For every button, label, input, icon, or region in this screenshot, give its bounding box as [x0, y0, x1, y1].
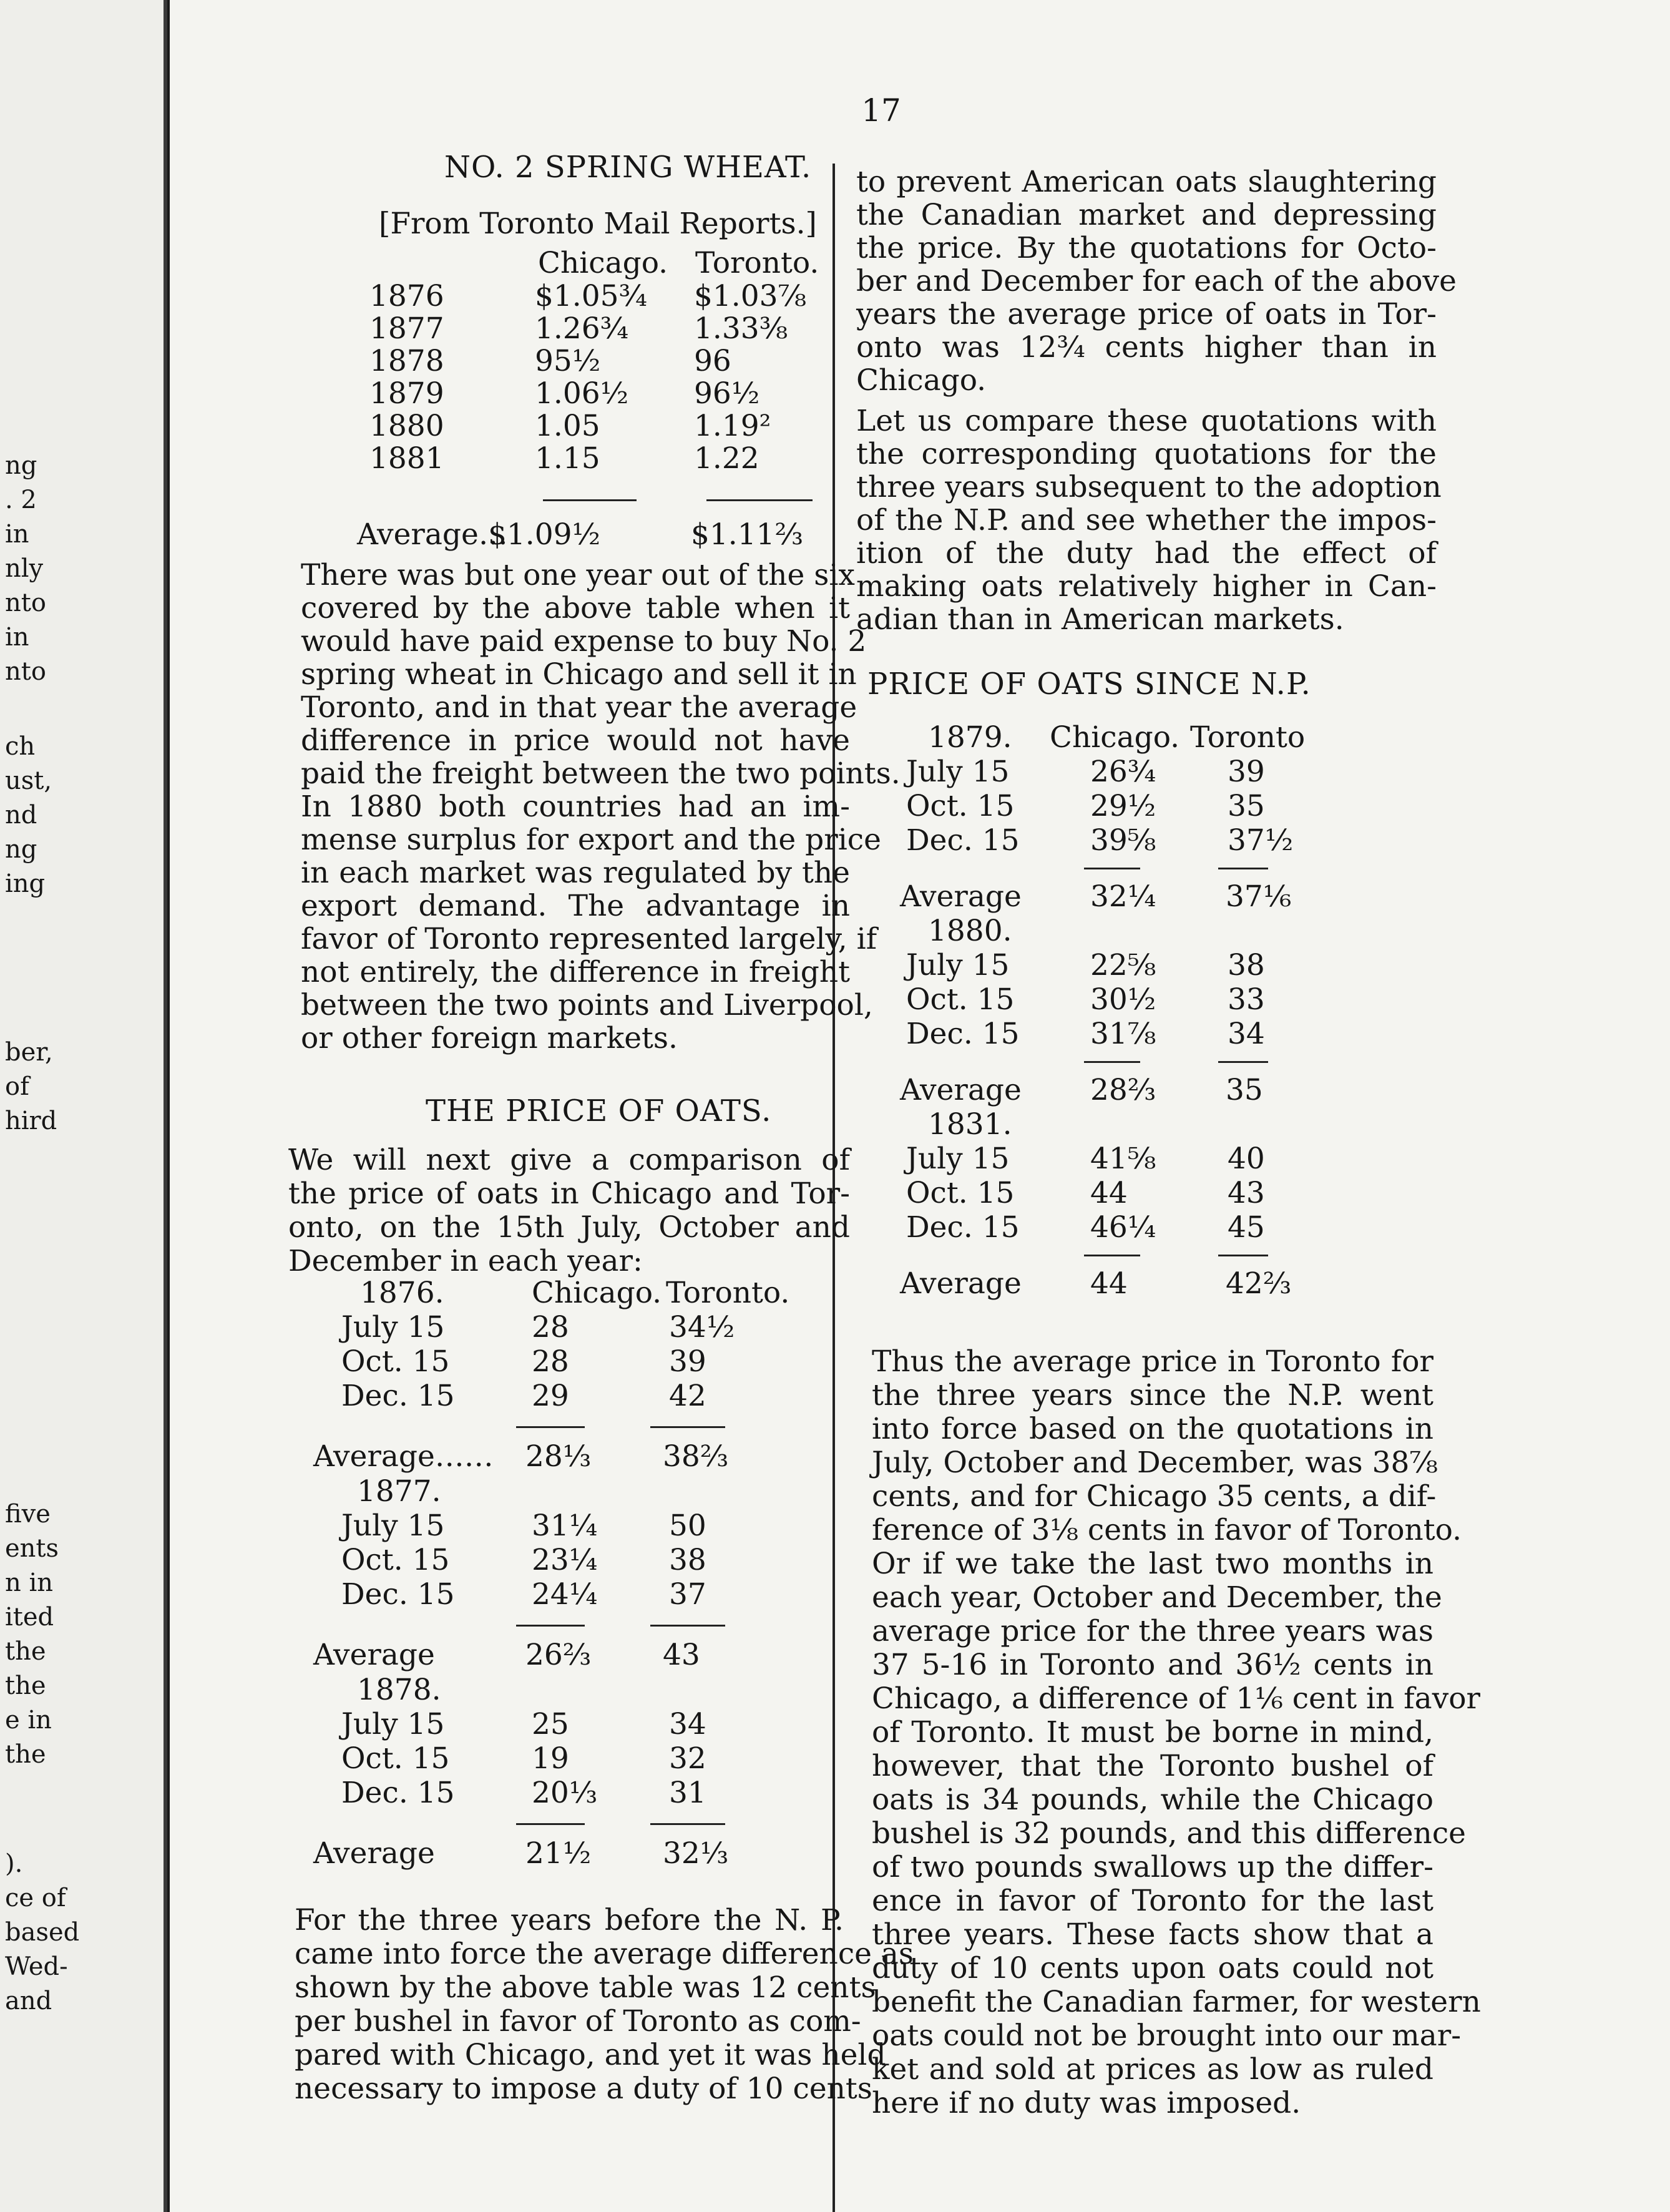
table-rule: [650, 1426, 725, 1428]
paragraph-line: December in each year:: [288, 1244, 643, 1278]
table-average-chicago: 32¼: [1090, 879, 1156, 914]
paragraph-line: into force based on the quotations in: [872, 1412, 1433, 1446]
table-average-label: Average……: [313, 1439, 494, 1474]
table-cell-toronto: 34: [1228, 1017, 1265, 1051]
table-cell-year: 1877: [369, 311, 444, 346]
adjacent-page-fragment: hird: [5, 1107, 57, 1135]
paragraph-line: making oats relatively higher in Can-: [856, 569, 1437, 604]
paragraph-line: between the two points and Liverpool,: [301, 988, 873, 1022]
table-rule: [1084, 1255, 1140, 1256]
adjacent-page-fragment: ents: [5, 1534, 59, 1563]
table-average-chicago: 28⅓: [525, 1439, 592, 1474]
table-cell-month: Oct. 15: [341, 1741, 450, 1776]
table-rule: [516, 1823, 585, 1825]
adjacent-page-fragment: nly: [5, 554, 44, 583]
paragraph-line: three years subsequent to the adoption: [856, 470, 1442, 504]
adjacent-page-fragment: the: [5, 1740, 46, 1769]
table-cell-month: Dec. 15: [341, 1776, 455, 1810]
table-cell-chicago: 22⅝: [1090, 948, 1156, 982]
table-cell-chicago: 1.15: [535, 441, 600, 476]
paragraph-line: per bushel in favor of Toronto as com-: [295, 2004, 861, 2038]
table-average-label: Average: [900, 1073, 1022, 1107]
table-cell-chicago: 1.26¾: [535, 311, 629, 346]
table-header: Toronto.: [666, 1276, 790, 1310]
table-cell-month: Dec. 15: [906, 1210, 1020, 1245]
table-average-toronto: 35: [1226, 1073, 1263, 1107]
table-cell-chicago: 28: [532, 1310, 569, 1344]
adjacent-page-fragment: ited: [5, 1603, 54, 1632]
table-cell-chicago: 30½: [1090, 982, 1156, 1017]
paragraph-line: ition of the duty had the effect of: [856, 536, 1437, 570]
paragraph-line: oats could not be brought into our mar-: [872, 2019, 1462, 2053]
table-year: 1877.: [357, 1474, 441, 1509]
paragraph-line: ference of 3⅛ cents in favor of Toronto.: [872, 1513, 1462, 1547]
adjacent-page-fragment: in: [5, 623, 29, 652]
paragraph-line: bushel is 32 pounds, and this difference: [872, 1816, 1466, 1851]
adjacent-page-fragment: ng: [5, 451, 37, 480]
adjacent-page-fragment: nd: [5, 801, 37, 830]
table-cell-month: July 15: [341, 1310, 445, 1344]
table-year: 1880.: [928, 914, 1012, 948]
table-cell-toronto: 31: [669, 1776, 706, 1810]
paragraph-line: each year, October and December, the: [872, 1580, 1442, 1615]
adjacent-page-fragment: ber,: [5, 1038, 53, 1067]
adjacent-page-fragment: ce of: [5, 1884, 66, 1912]
table-average-toronto: 37⅙: [1226, 879, 1292, 914]
table-rule: [516, 1426, 585, 1428]
table-cell-toronto: 32: [669, 1741, 706, 1776]
paragraph-line: export demand. The advantage in: [301, 889, 850, 923]
table-rule: [1218, 1255, 1268, 1256]
adjacent-page-fragment: e in: [5, 1706, 52, 1735]
table-cell-chicago: 44: [1090, 1176, 1128, 1210]
table-rule: [1084, 868, 1140, 869]
paragraph-line: adian than in American markets.: [856, 602, 1344, 637]
table-cell-year: 1881: [369, 441, 444, 476]
adjacent-page-fragment: and: [5, 1987, 52, 2015]
adjacent-page-fragment: n in: [5, 1568, 54, 1597]
table-cell-chicago: 23¼: [532, 1543, 598, 1577]
paragraph-line: duty of 10 cents upon oats could not: [872, 1951, 1433, 1985]
table-cell-toronto: 43: [1228, 1176, 1265, 1210]
paragraph-line: onto, on the 15th July, October and: [288, 1210, 850, 1245]
table-header: Toronto.: [695, 246, 819, 280]
page-number: 17: [861, 92, 901, 129]
table-cell-chicago: $1.05¾: [535, 279, 648, 313]
table-cell-month: Dec. 15: [341, 1379, 455, 1413]
paragraph-line: ence in favor of Toronto for the last: [872, 1884, 1433, 1918]
table-header: Chicago.: [538, 246, 668, 280]
table-rule: [516, 1625, 585, 1627]
section-heading: PRICE OF OATS SINCE N.P.: [867, 667, 1311, 702]
table-average-label: Average: [313, 1836, 435, 1871]
paragraph-line: here if no duty was imposed.: [872, 2086, 1301, 2120]
table-cell-toronto: 40: [1228, 1142, 1265, 1176]
table-average-toronto: 42⅔: [1226, 1266, 1292, 1301]
table-cell-toronto: 38: [669, 1543, 706, 1577]
table-cell-year: 1878: [369, 344, 444, 378]
table-cell-toronto: 1.22: [694, 441, 759, 476]
adjacent-page-fragment: ust,: [5, 766, 52, 795]
table-cell-chicago: 19: [532, 1741, 569, 1776]
table-cell-month: July 15: [906, 948, 1010, 982]
paragraph-line: or other foreign markets.: [301, 1021, 678, 1055]
paragraph-line: years the average price of oats in Tor-: [856, 297, 1437, 331]
table-average-label: Average: [900, 879, 1022, 914]
paragraph-line: covered by the above table when it: [301, 591, 850, 625]
paragraph-line: the three years since the N.P. went: [872, 1378, 1433, 1412]
table-cell-chicago: 31¼: [532, 1509, 598, 1543]
table-cell-month: July 15: [341, 1509, 445, 1543]
table-cell-toronto: 39: [1228, 755, 1265, 789]
paragraph-line: In 1880 both countries had an im-: [301, 790, 850, 824]
table-cell-chicago: 24¼: [532, 1577, 598, 1612]
table-year: 1831.: [928, 1107, 1012, 1142]
table-cell-month: Dec. 15: [906, 823, 1020, 858]
table-cell-chicago: 95½: [535, 344, 601, 378]
table-cell-toronto: 42: [669, 1379, 706, 1413]
table-rule: [1218, 1061, 1268, 1063]
paragraph-line: to prevent American oats slaughtering: [856, 165, 1437, 199]
section-heading: NO. 2 SPRING WHEAT.: [444, 150, 812, 185]
paragraph-line: ber and December for each of the above: [856, 264, 1457, 298]
paragraph-line: paid the freight between the two points.: [301, 756, 901, 791]
paragraph-line: of Toronto. It must be borne in mind,: [872, 1715, 1433, 1750]
table-average-label: Average: [900, 1266, 1022, 1301]
paragraph-line: would have paid expense to buy No. 2: [301, 624, 867, 658]
table-cell-year: 1880: [369, 409, 444, 443]
table-cell-chicago: 46¼: [1090, 1210, 1156, 1245]
paragraph-line: the corresponding quotations for the: [856, 437, 1437, 471]
table-cell-chicago: 29½: [1090, 789, 1156, 823]
table-cell-chicago: 1.06½: [535, 376, 629, 411]
paragraph-line: of two pounds swallows up the differ-: [872, 1850, 1433, 1884]
table-cell-toronto: 50: [669, 1509, 706, 1543]
table-average-toronto: 32⅓: [663, 1836, 729, 1871]
paragraph-line: Chicago, a difference of 1⅙ cent in favor: [872, 1681, 1481, 1716]
table-header: Chicago.: [532, 1276, 662, 1310]
paragraph-line: We will next give a comparison of: [288, 1143, 850, 1177]
table-cell-chicago: 1.05: [535, 409, 600, 443]
table-cell-toronto: 45: [1228, 1210, 1265, 1245]
adjacent-page-fragment: based: [5, 1918, 80, 1947]
table-rule: [650, 1823, 725, 1825]
table-cell-year: 1879: [369, 376, 444, 411]
table-year: 1879.: [928, 720, 1012, 755]
table-cell-chicago: 26¾: [1090, 755, 1156, 789]
table-cell-month: Oct. 15: [906, 1176, 1015, 1210]
paragraph-line: cents, and for Chicago 35 cents, a dif-: [872, 1479, 1437, 1514]
table-rule: [1218, 868, 1268, 869]
table-rule: [706, 499, 813, 501]
paragraph-line: Thus the average price in Toronto for: [872, 1344, 1433, 1379]
table-cell-toronto: 34: [669, 1707, 706, 1741]
table-cell-chicago: 39⅝: [1090, 823, 1156, 858]
table-cell-toronto: 39: [669, 1344, 706, 1379]
paragraph-line: spring wheat in Chicago and sell it in: [301, 657, 857, 692]
table-average-chicago: 28⅔: [1090, 1073, 1156, 1107]
paragraph-line: of the N.P. and see whether the impos-: [856, 503, 1437, 537]
adjacent-page-fragment: ing: [5, 869, 46, 898]
table-average-chicago: 44: [1090, 1266, 1128, 1301]
paragraph-line: in each market was regulated by the: [301, 856, 850, 890]
table-cell-toronto: 1.19²: [694, 409, 771, 443]
adjacent-page-fragment: of: [5, 1072, 29, 1101]
table-average-toronto: 43: [663, 1638, 700, 1672]
table-source-note: [From Toronto Mail Reports.]: [379, 207, 817, 241]
paragraph-line: Or if we take the last two months in: [872, 1547, 1433, 1581]
table-rule: [1084, 1061, 1140, 1063]
paragraph-line: Toronto, and in that year the average: [301, 690, 857, 725]
table-cell-chicago: 25: [532, 1707, 569, 1741]
paragraph-line: the Canadian market and depressing: [856, 198, 1437, 232]
table-cell-toronto: 1.33⅜: [694, 311, 788, 346]
table-average-toronto: $1.11⅔: [691, 517, 804, 552]
table-cell-chicago: 41⅝: [1090, 1142, 1156, 1176]
paragraph-line: Let us compare these quotations with: [856, 404, 1437, 438]
section-heading: THE PRICE OF OATS.: [426, 1094, 772, 1128]
adjacent-page-fragment: five: [5, 1500, 51, 1529]
table-average-chicago: $1.09½: [488, 517, 601, 552]
table-header: Chicago.: [1050, 720, 1180, 755]
table-cell-month: Oct. 15: [341, 1344, 450, 1379]
document-page: [170, 0, 1670, 2212]
table-average-chicago: 26⅔: [525, 1638, 592, 1672]
table-cell-toronto: $1.03⅞: [694, 279, 807, 313]
table-year: 1876.: [360, 1276, 444, 1310]
table-cell-toronto: 96: [694, 344, 731, 378]
paragraph-line: ket and sold at prices as low as ruled: [872, 2052, 1433, 2087]
table-average-toronto: 38⅔: [663, 1439, 729, 1474]
adjacent-page-fragment: ch: [5, 732, 36, 761]
table-cell-month: July 15: [906, 755, 1010, 789]
table-average-chicago: 21½: [525, 1836, 592, 1871]
table-year: 1878.: [357, 1673, 441, 1707]
table-cell-toronto: 38: [1228, 948, 1265, 982]
paragraph-line: mense surplus for export and the price: [301, 823, 881, 857]
adjacent-page-fragment: nto: [5, 657, 46, 686]
paragraph-line: necessary to impose a duty of 10 cents: [295, 2072, 872, 2106]
paragraph-line: average price for the three years was: [872, 1614, 1433, 1648]
table-cell-month: Oct. 15: [906, 789, 1015, 823]
table-cell-chicago: 28: [532, 1344, 569, 1379]
paragraph-line: the price. By the quotations for Octo-: [856, 231, 1437, 265]
adjacent-page-fragment: Wed-: [5, 1952, 68, 1981]
paragraph-line: For the three years before the N. P.: [295, 1903, 844, 1937]
paragraph-line: the price of oats in Chicago and Tor-: [288, 1177, 850, 1211]
adjacent-page-fragment: in: [5, 520, 29, 549]
table-cell-chicago: 20⅓: [532, 1776, 598, 1810]
table-header: Toronto: [1190, 720, 1306, 755]
paragraph-line: July, October and December, was 38⅞: [872, 1446, 1438, 1480]
table-cell-toronto: 37: [669, 1577, 706, 1612]
table-average-label: Average…: [357, 517, 508, 552]
table-cell-toronto: 34½: [669, 1310, 735, 1344]
table-cell-month: Oct. 15: [906, 982, 1015, 1017]
table-cell-toronto: 35: [1228, 789, 1265, 823]
paragraph-line: There was but one year out of the six: [301, 558, 855, 592]
table-cell-month: July 15: [906, 1142, 1010, 1176]
table-cell-month: July 15: [341, 1707, 445, 1741]
adjacent-page-fragment: . 2: [5, 486, 37, 514]
table-cell-toronto: 96½: [694, 376, 760, 411]
table-cell-toronto: 37½: [1228, 823, 1294, 858]
table-cell-month: Dec. 15: [906, 1017, 1020, 1051]
paragraph-line: however, that the Toronto bushel of: [872, 1749, 1433, 1783]
table-cell-toronto: 33: [1228, 982, 1265, 1017]
paragraph-line: 37 5-16 in Toronto and 36½ cents in: [872, 1648, 1433, 1682]
paragraph-line: benefit the Canadian farmer, for western: [872, 1985, 1481, 2019]
paragraph-line: came into force the average difference as: [295, 1937, 914, 1971]
adjacent-page-fragment: ng: [5, 835, 37, 864]
table-cell-chicago: 31⅞: [1090, 1017, 1156, 1051]
adjacent-page-fragment: the: [5, 1637, 46, 1666]
paragraph-line: Chicago.: [856, 363, 987, 398]
adjacent-page-fragment: nto: [5, 589, 46, 617]
paragraph-line: favor of Toronto represented largely, if: [301, 922, 877, 956]
paragraph-line: pared with Chicago, and yet it was held: [295, 2038, 886, 2072]
adjacent-page-fragment: the: [5, 1671, 46, 1700]
adjacent-page-fragment: ).: [5, 1849, 23, 1878]
paragraph-line: shown by the above table was 12 cents: [295, 1970, 876, 2005]
table-cell-month: Oct. 15: [341, 1543, 450, 1577]
table-cell-chicago: 29: [532, 1379, 569, 1413]
paragraph-line: oats is 34 pounds, while the Chicago: [872, 1783, 1433, 1817]
table-rule: [650, 1625, 725, 1627]
paragraph-line: not entirely, the difference in freight: [301, 955, 850, 989]
paragraph-line: onto was 12¾ cents higher than in: [856, 330, 1437, 365]
table-cell-year: 1876: [369, 279, 444, 313]
table-rule: [543, 499, 637, 501]
paragraph-line: three years. These facts show that a: [872, 1917, 1433, 1952]
paragraph-line: difference in price would not have: [301, 723, 850, 758]
adjacent-page-strip: [0, 0, 167, 2212]
table-average-label: Average: [313, 1638, 435, 1672]
table-cell-month: Dec. 15: [341, 1577, 455, 1612]
